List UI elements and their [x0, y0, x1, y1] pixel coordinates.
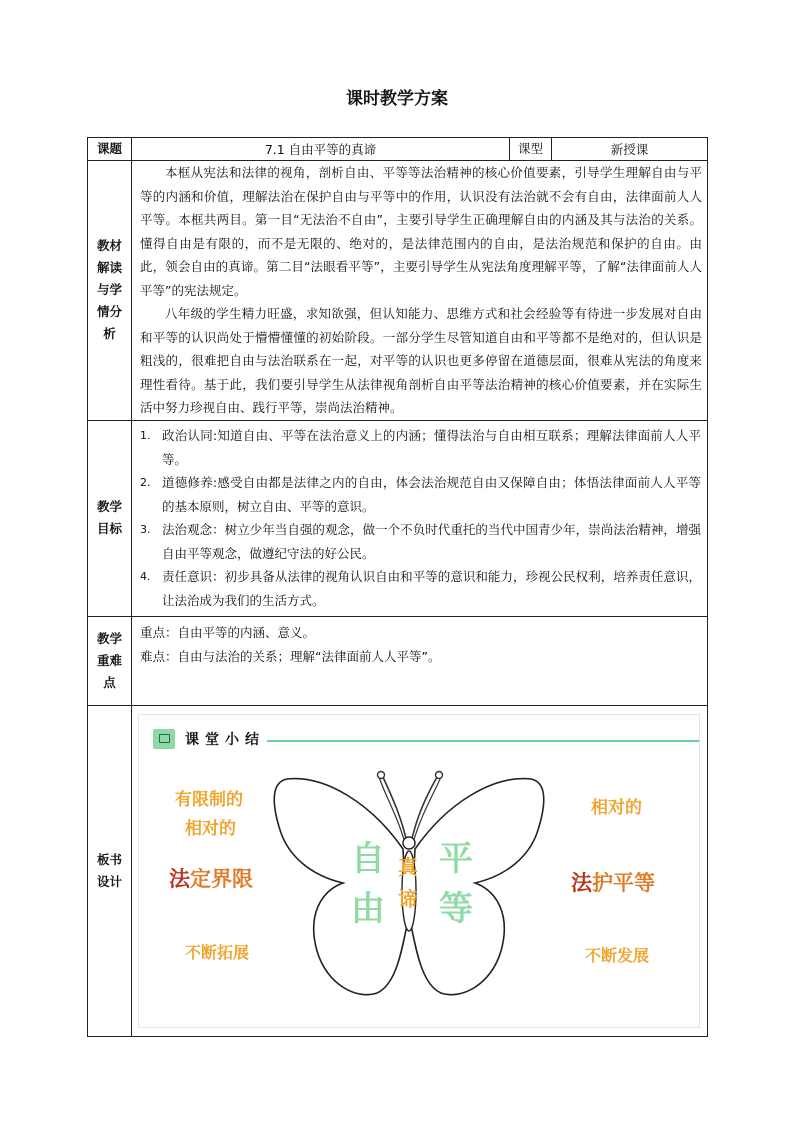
board-label: [88, 705, 132, 1036]
lesson-plan-table: [87, 137, 708, 1037]
key-points-label-line: 点: [103, 674, 116, 690]
goal-text: 法治观念：树立少年当自强的观念，做一个不负时代重托的当代中国青少年，崇尚法治精神，增强自由平等观念，做遵纪守法的好公民。: [162, 522, 701, 561]
goal-number: 3.: [140, 523, 151, 536]
board-label-line: 设计: [96, 873, 122, 889]
relative-text: 相对的: [591, 797, 642, 818]
law-boundary-rest: 定界限: [190, 866, 253, 891]
goals-label: [88, 420, 132, 616]
limited-text-line2: 相对的: [185, 818, 236, 839]
key-points-label: [88, 616, 132, 705]
goal-text: 政治认同:知道自由、平等在法治意义上的内涵；懂得法治与自由相互联系；理解法律面前人人平等。: [162, 428, 701, 467]
goal-item: [140, 518, 701, 565]
topic-row: [88, 138, 708, 161]
board-design: [132, 706, 707, 1036]
type-label: 课型: [510, 138, 552, 161]
body-char-di: 谛: [398, 886, 418, 911]
goal-number: 1.: [140, 429, 151, 442]
goals-row: [88, 420, 708, 616]
document-title: 课时教学方案: [346, 89, 448, 109]
goal-text: 责任意识：初步具备从法律的视角认识自由和平等的意识和能力，珍视公民权利，培养责任意识， 让法治成为我们的生活方式。: [162, 569, 701, 608]
goals-list: [132, 421, 707, 615]
board-row: [88, 705, 708, 1036]
key-points-label-line: 教学: [96, 630, 122, 646]
analysis-label-line: 析: [103, 326, 116, 342]
goal-text: 道德修养:感受自由都是法律之内的自由，体会法治规范自由又保障自由；体悟法律面前人人平等的基本原则，树立自由、平等的意识。: [162, 475, 701, 514]
board-label-line: 板书: [96, 851, 122, 867]
board-header: 课堂小结: [185, 731, 265, 748]
topic-label: 课题: [88, 138, 132, 161]
difficult-point: 难点：自由与法治的关系；理解“法律面前人人平等”。: [140, 648, 441, 664]
analysis-label: [88, 161, 132, 421]
wing-char-ping: 平: [439, 838, 473, 879]
key-points-row: [88, 616, 708, 705]
board-panel: [138, 714, 700, 1028]
analysis-row: [88, 161, 708, 421]
key-points-label-line: 重难: [96, 652, 122, 668]
analysis-label-line: 解读: [96, 260, 122, 276]
goal-number: 4.: [140, 570, 151, 583]
type-value: 新授课: [552, 138, 708, 161]
goal-item: [140, 471, 701, 518]
goals-label-line: 目标: [96, 521, 122, 536]
analysis-label-line: 与学: [96, 282, 122, 298]
goals-label-line: 教学: [96, 499, 122, 514]
body-char-zhen: 真: [398, 854, 418, 879]
law-char: 法: [571, 870, 592, 895]
law-protect-text: [571, 867, 655, 897]
law-boundary-text: [169, 863, 253, 893]
analysis-paragraph-textbook: 本框从宪法和法律的视角，剖析自由、平等等法治精神的核心价值要素，引导学生理解自由与平等的内涵和价值，理解法治在保护自由与平等中的作用，认识没有法治就不会有自由，法律面前人人平等。本框共两目。第一目“无法治不自由”，主要引导学生正确理解自由的内涵及其与法治的关系。懂得自由是有限的，而不是无限的、绝对的，是法律范围内的自由，是法治规范和保护的自由。由此，领会自由的真谛。第二目“法眼看平等”，主要引导学生从宪法角度理解平等，了解“法律面前人人平等”的宪法规定。: [140, 165, 702, 298]
topic-value: 7.1 自由平等的真谛: [132, 138, 510, 161]
goal-item: [140, 424, 701, 471]
important-point: 重点：自由平等的内涵、意义。: [140, 624, 316, 640]
goal-number: 2.: [140, 476, 151, 489]
wing-char-you: 由: [351, 888, 385, 929]
analysis-label-line: 情分: [96, 304, 122, 320]
develop-text: 不断发展: [585, 945, 650, 965]
limited-text-line1: 有限制的: [175, 789, 243, 810]
expand-text: 不断拓展: [185, 942, 250, 962]
wing-char-zi: 自: [351, 838, 385, 879]
analysis-label-line: 教材: [96, 238, 122, 254]
law-protect-rest: 护平等: [592, 870, 655, 895]
analysis-paragraph-students: 八年级的学生精力旺盛，求知欲强，但认知能力、思维方式和社会经验等有待进一步发展对自由和平等的认识尚处于懵懵懂懂的初始阶段。一部分学生尽管知道自由和平等都不是绝对的，但认识是粗浅的，很难把自由与法治联系在一起，对平等的认识也更多停留在道德层面，很难从宪法的角度来理性看待。基于此，我们要引导学生从法律视角剖析自由平等法治精神的核心价值要素，并在实际生活中努力珍视自由、践行平等，崇尚法治精神。: [140, 306, 702, 415]
law-char: 法: [169, 866, 190, 891]
goal-item: [140, 565, 701, 612]
wing-char-deng: 等: [439, 888, 473, 929]
